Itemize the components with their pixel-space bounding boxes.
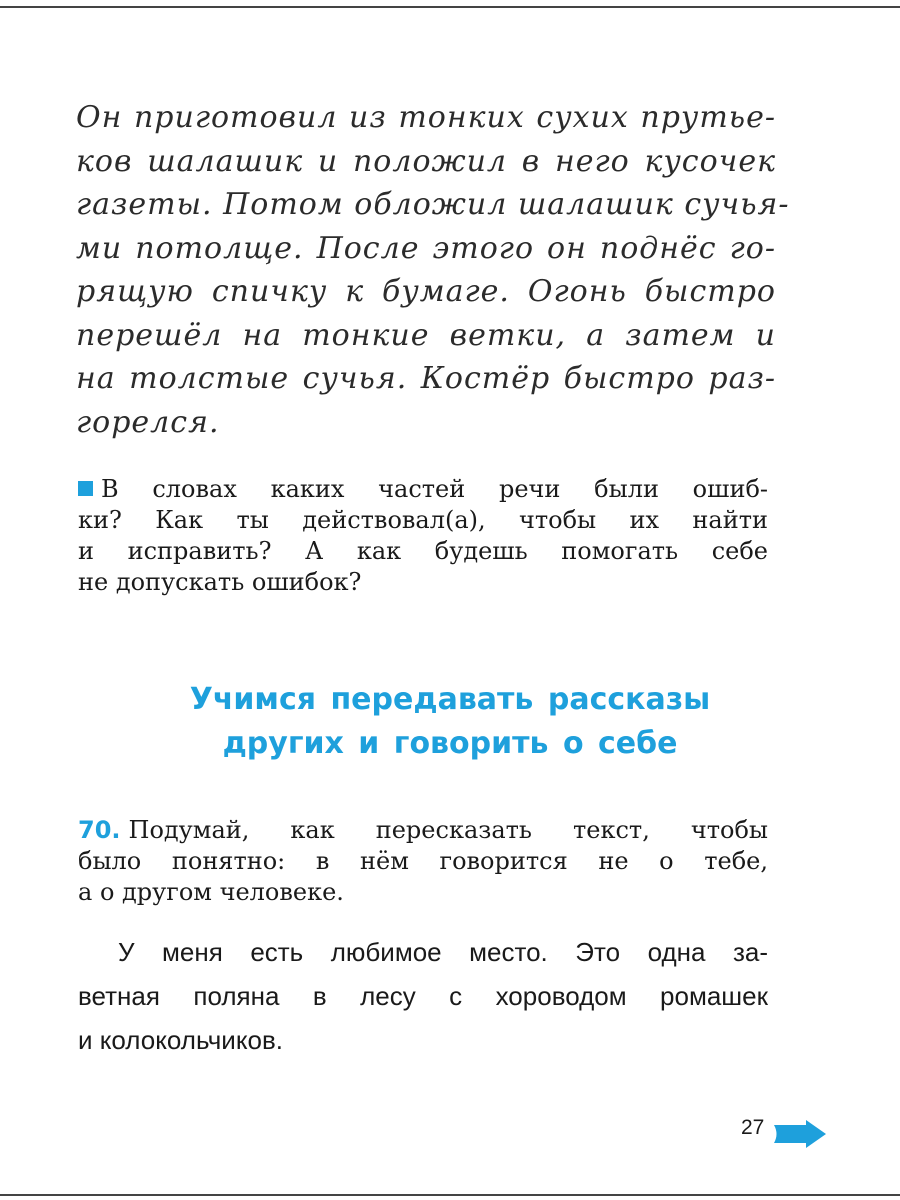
handwritten-line: газеты. Потом обложил шалашик сучья-	[76, 187, 790, 222]
story-line: и колокольчиков.	[78, 1025, 283, 1055]
story-text-block	[78, 930, 768, 1062]
story-line: У меня есть любимое место. Это одна за-	[118, 937, 768, 967]
handwritten-line: ми потолще. После этого он поднёс го-	[76, 230, 776, 266]
task-line	[78, 815, 768, 846]
question-line: ки? Как ты действовал(а), чтобы их найти	[78, 506, 768, 534]
handwritten-line: перешёл на тонкие ветки, а затем и	[76, 317, 776, 353]
next-page-arrow-icon[interactable]	[772, 1119, 828, 1149]
task-number: 70.	[78, 816, 121, 844]
task-block	[78, 815, 768, 908]
page-frame-bottom	[0, 1194, 900, 1196]
task-line: было понятно: в нём говорится не о тебе,	[78, 847, 768, 875]
handwritten-text-block	[76, 96, 790, 444]
section-title-line: Учимся передавать рассказы	[189, 682, 711, 717]
handwritten-line: рящую спичку к бумаге. Огонь быстро	[76, 274, 776, 309]
story-line: ветная поляна в лесу с хороводом ромашек	[78, 981, 768, 1011]
handwritten-line: горелся.	[76, 404, 220, 440]
handwritten-line: Он приготовил из тонких сухих прутье-	[76, 100, 776, 135]
question-line	[78, 474, 768, 505]
handwritten-line: на толстые сучья. Костёр быстро раз-	[76, 361, 776, 396]
question-block	[78, 474, 768, 598]
section-title	[0, 678, 900, 766]
square-bullet-icon	[78, 481, 93, 496]
handwritten-line: ков шалашик и положил в него кусочек	[76, 143, 776, 179]
page-number: 27	[741, 1116, 765, 1139]
question-line: не допускать ошибок?	[78, 568, 362, 596]
question-line-text: В словах каких частей речи были ошиб-	[101, 475, 768, 503]
page-frame-top	[0, 6, 900, 8]
task-line-text: Подумай, как пересказать текст, чтобы	[128, 816, 768, 844]
question-line: и исправить? А как будешь помогать себе	[78, 537, 768, 565]
task-line: а о другом человеке.	[78, 878, 344, 906]
section-title-line: других и говорить о себе	[222, 726, 678, 761]
